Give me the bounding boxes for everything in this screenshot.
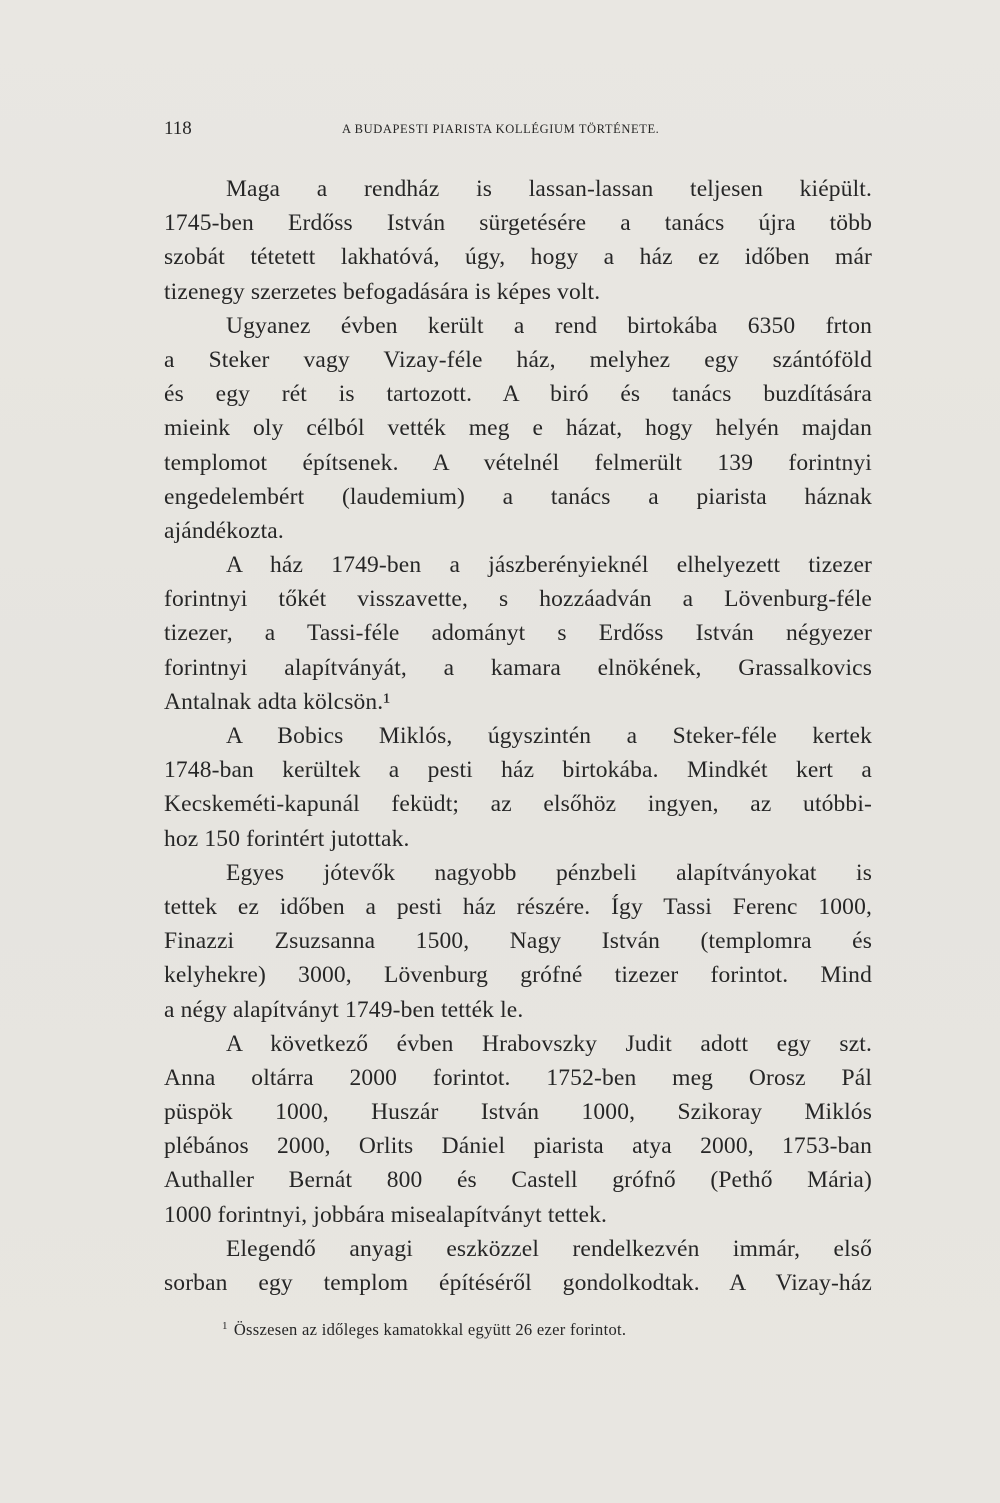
text-line: Kecskeméti-kapunál feküdt; az elsőhöz ingyen, az utóbbi- [164,791,872,818]
text-line: Anna oltárra 2000 forintot. 1752-ben meg Orosz Pál [164,1064,872,1091]
text-line: A ház 1749-ben a jászberényieknél elhelyezett tizezer [226,552,872,579]
text-line: ajándékozta. [164,517,284,544]
text-line: mieink oly célból vették meg e házat, hogy helyén majdan [164,415,872,442]
text-line: forintnyi alapítványát, a kamara elnökének, Grassalkovics [164,654,872,681]
text-line: templomot építsenek. A vételnél felmerült 139 forintnyi [164,449,872,476]
footnote [222,1320,626,1340]
text-line: tizezer, a Tassi-féle adományt s Erdőss István négyezer [164,620,872,647]
footnote-text: Összesen az időleges kamatokkal együtt 26 ezer forintot. [233,1320,627,1339]
text-line: püspök 1000, Huszár István 1000, Szikoray Miklós [164,1099,872,1126]
text-line: szobát tétetett lakhatóvá, úgy, hogy a ház ez időben már [164,244,872,271]
text-line: és egy rét is tartozott. A biró és tanács buzdítására [164,381,872,408]
text-line: sorban egy templom építéséről gondolkodtak. A Vizay-ház [164,1270,872,1296]
text-line: hoz 150 forintért jutottak. [164,825,410,852]
text-line: plébános 2000, Orlits Dániel piarista atya 2000, 1753-ban [164,1133,872,1160]
text-line: A következő évben Hrabovszky Judit adott egy szt. [226,1030,872,1057]
running-title: A BUDAPESTI PIARISTA KOLLÉGIUM TÖRTÉNETE. [342,122,660,136]
text-line: kelyhekre) 3000, Lövenburg grófné tizezer forintot. Mind [164,962,872,989]
text-line: a Steker vagy Vizay-féle ház, melyhez egy szántóföld [164,346,872,373]
text-line: 1745-ben Erdőss István sürgetésére a tanács újra több [164,210,872,237]
text-line: Elegendő anyagi eszközzel rendelkezvén immár, első [226,1235,872,1262]
text-line: Egyes jótevők nagyobb pénzbeli alapítványokat is [226,859,872,886]
text-line: Maga a rendház is lassan-lassan teljesen kiépült. [226,176,872,202]
text-line: Antalnak adta kölcsön.¹ [164,688,391,715]
text-line: 1000 forintnyi, jobbára misealapítványt tettek. [164,1201,607,1228]
body-text [164,172,872,1300]
text-line: a négy alapítványt 1749-ben tették le. [164,996,524,1023]
page-number: 118 [164,118,192,139]
text-line: A Bobics Miklós, úgyszintén a Steker-féle kertek [226,723,872,749]
text-line: Ugyanez évben került a rend birtokába 6350 frton [226,312,872,339]
text-line: engedelembért (laudemium) a tanács a piarista háznak [164,483,872,510]
text-line: tettek ez időben a pesti ház részére. Így Tassi Ferenc 1000, [164,893,872,920]
text-line: Authaller Bernát 800 és Castell grófnő (Pethő Mária) [164,1167,872,1194]
text-line: 1748-ban kerültek a pesti ház birtokába. Mindkét kert a [164,757,872,784]
text-line: forintnyi tőkét visszavette, s hozzáadván a Lövenburg-féle [164,586,872,613]
text-line: tizenegy szerzetes befogadására is képes volt. [164,278,601,305]
page-header [164,118,876,144]
footnote-mark: 1 [222,1320,228,1332]
text-line: Finazzi Zsuzsanna 1500, Nagy István (templomra és [164,928,872,955]
